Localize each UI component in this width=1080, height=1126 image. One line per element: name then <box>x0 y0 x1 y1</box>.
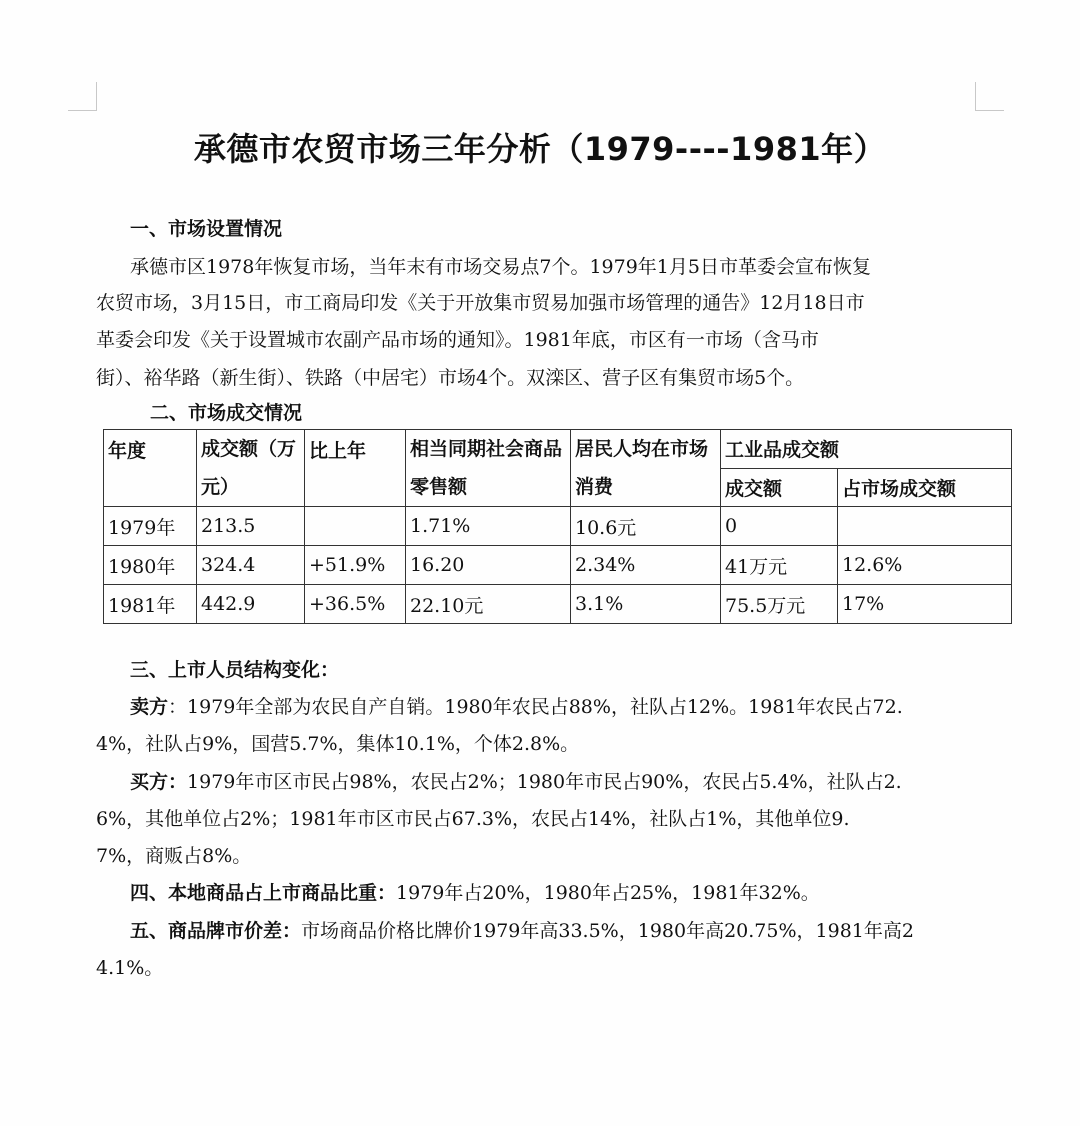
cell-per-capita: 3.1% <box>571 585 721 624</box>
seller-label: 卖方 <box>130 696 169 718</box>
section4-line <box>130 884 1020 903</box>
page-corner-mark-top-left <box>68 82 97 111</box>
section4-text: 1979年占20%，1980年占25%，1981年32%。 <box>396 882 820 904</box>
cell-industrial-share: 17% <box>838 585 1012 624</box>
section1-line-2: 农贸市场，3月15日，市工商局印发《关于开放集市贸易加强市场管理的通告》12月18日市 <box>96 292 865 314</box>
page-corner-mark-top-right <box>975 82 1004 111</box>
header-year: 年度 <box>104 430 197 507</box>
section5-line-1 <box>130 922 1020 941</box>
section5-line-2: 4.1%。 <box>96 957 164 979</box>
cell-retail-ratio: 1.71% <box>406 507 571 546</box>
section2-heading: 二、市场成交情况 <box>150 402 303 424</box>
section3-buyer-line-1 <box>130 773 1020 792</box>
section1-line-3: 革委会印发《关于设置城市农副产品市场的通知》。1981年底，市区有一市场（含马市 <box>96 329 819 351</box>
header-industrial: 工业品成交额 <box>721 430 1012 469</box>
table-row <box>104 507 1012 546</box>
cell-per-capita: 2.34% <box>571 546 721 585</box>
cell-amount: 213.5 <box>197 507 305 546</box>
cell-industrial-share: 12.6% <box>838 546 1012 585</box>
cell-year: 1981年 <box>104 585 197 624</box>
header-industrial-amount: 成交额 <box>721 468 838 507</box>
section1-heading: 一、市场设置情况 <box>130 218 283 240</box>
cell-retail-ratio: 16.20 <box>406 546 571 585</box>
section5-text: 市场商品价格比牌价1979年高33.5%，1980年高20.75%，1981年高2 <box>301 920 914 942</box>
cell-industrial-amount: 75.5万元 <box>721 585 838 624</box>
table-row <box>104 585 1012 624</box>
cell-amount: 442.9 <box>197 585 305 624</box>
cell-per-capita: 10.6元 <box>571 507 721 546</box>
cell-industrial-share <box>838 507 1012 546</box>
header-amount: 成交额（万元） <box>197 430 305 507</box>
section3-seller-line-1 <box>130 698 1020 717</box>
cell-vs-last-year: +51.9% <box>305 546 406 585</box>
section3-heading: 三、上市人员结构变化： <box>130 659 340 681</box>
section1-line-4: 街）、裕华路（新生街）、铁路（中居宅）市场4个。双滦区、营子区有集贸市场5个。 <box>96 367 805 389</box>
header-per-capita: 居民人均在市场消费 <box>571 430 721 507</box>
buyer-text: 1979年市区市民占98%，农民占2%；1980年市民占90%，农民占5.4%，社队占2. <box>187 771 902 793</box>
seller-text: ：1979年全部为农民自产自销。1980年农民占88%，社队占12%。1981年农民占72. <box>168 696 903 718</box>
cell-vs-last-year: +36.5% <box>305 585 406 624</box>
cell-retail-ratio: 22.10元 <box>406 585 571 624</box>
table-row <box>104 546 1012 585</box>
section1-line-1: 承德市区1978年恢复市场，当年末有市场交易点7个。1979年1月5日市革委会宣布恢复 <box>130 256 871 278</box>
header-retail-ratio: 相当同期社会商品零售额 <box>406 430 571 507</box>
section4-heading: 四、本地商品占上市商品比重： <box>130 882 397 904</box>
cell-industrial-amount: 41万元 <box>721 546 838 585</box>
cell-amount: 324.4 <box>197 546 305 585</box>
document-title: 承德市农贸市场三年分析（1979----1981年） <box>193 130 887 168</box>
section3-buyer-line-2: 6%，其他单位占2%；1981年市区市民占67.3%，农民占14%，社队占1%，其他单位9. <box>96 808 850 830</box>
section5-heading: 五、商品牌市价差： <box>130 920 302 942</box>
cell-year: 1980年 <box>104 546 197 585</box>
section3-buyer-line-3: 7%，商贩占8%。 <box>96 845 252 867</box>
section3-seller-line-2: 4%，社队占9%，国营5.7%，集体10.1%，个体2.8%。 <box>96 733 580 755</box>
cell-year: 1979年 <box>104 507 197 546</box>
header-industrial-share: 占市场成交额 <box>838 468 1012 507</box>
cell-vs-last-year <box>305 507 406 546</box>
buyer-label: 买方： <box>130 771 188 793</box>
cell-industrial-amount: 0 <box>721 507 838 546</box>
header-vs-last-year: 比上年 <box>305 430 406 507</box>
market-transaction-table <box>103 429 1012 624</box>
